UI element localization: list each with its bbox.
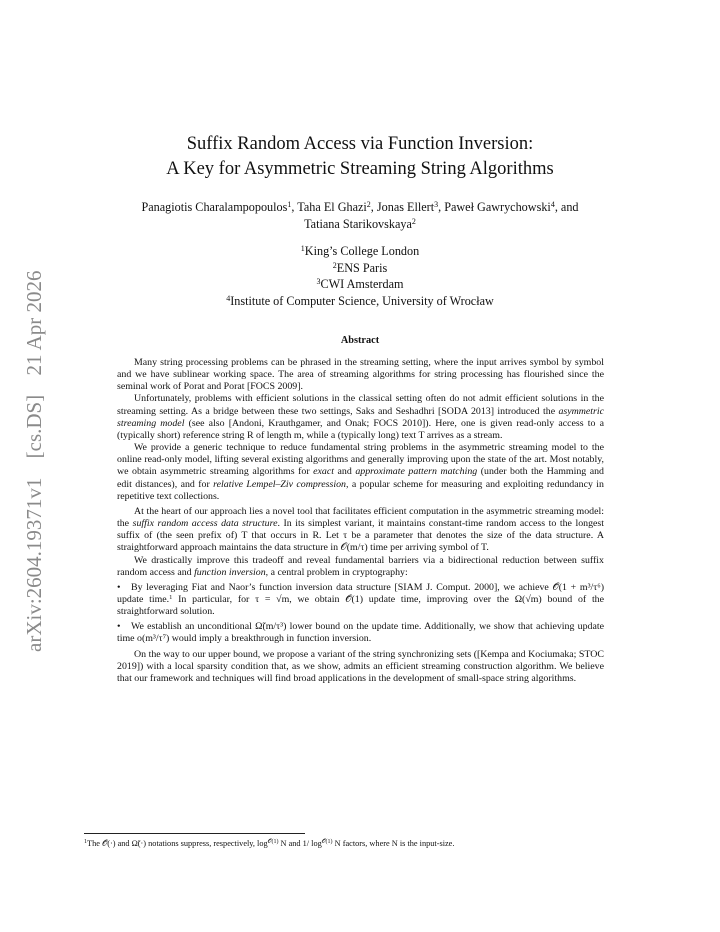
abstract-text: We drastically improve this tradeoff and reveal fundamental barriers via a bidirectional reduction between suffix random access and	[117, 554, 604, 578]
abstract-text: Many string processing problems can be phrased in the streaming setting, where the input arrives symbol by symbol and we have sublinear working space. The area of streaming algorithms for string processing has flourished since the seminal work of Porat and Porat [FOCS 2009].	[117, 357, 604, 393]
contribution-list	[117, 582, 604, 646]
author-affiliation-mark: 2	[411, 217, 416, 226]
abstract-paragraph	[117, 506, 604, 555]
contribution-item	[117, 582, 604, 618]
affiliation-list	[100, 243, 620, 309]
abstract-paragraph	[117, 649, 604, 685]
abstract-text: On the way to our upper bound, we propose a variant of the string synchronizing sets ([Kempa and Kociumaka; STOC 2019]) with a local sparsity condition that, as we show, admits an efficient streaming construction algorithm. We believe that our framework and techniques will find broad applications in the development of small-space string algorithms.	[117, 648, 604, 684]
author-affiliation-mark: 2	[366, 200, 371, 209]
footnote-text: N and 1/ log	[278, 839, 322, 848]
affiliation-number: 1	[300, 244, 305, 253]
author-name: Paweł Gawrychowski	[444, 200, 551, 214]
abstract-text: In particular, for τ = √m, we obtain 𝒪̃(1) update time, improving over the Ω(√m) bound of the straightforward solution.	[117, 593, 605, 618]
affiliation-number: 4	[226, 293, 231, 303]
author-list: Panagiotis Charalampopoulos$^1$, Taha El Ghazi$^2$, Jonas Ellert$^3$, Paweł Gawrychowski$^4$, and Tatiana Starikovskaya$^2$	[141, 200, 579, 231]
affiliation-number: 2	[332, 260, 337, 270]
author-name: Panagiotis Charalampopoulos	[141, 200, 288, 214]
abstract-paragraph	[117, 393, 604, 442]
paper-title-line-1: Suffix Random Access via Function Inversion:	[186, 134, 534, 154]
affiliation-name: CWI Amsterdam	[320, 277, 404, 291]
emphasis-text: exact	[313, 466, 334, 478]
abstract-text: Unfortunately, problems with efficient solutions in the classical setting often do not admit efficient solutions in the streaming setting. As a bridge between these two settings, Saks and Seshadhri [SODA 2013] introduced the	[117, 393, 604, 417]
affiliation-item	[100, 243, 620, 260]
emphasis-text: asymmetric streaming model	[117, 405, 604, 429]
author-name: Tatiana Starikovskaya	[304, 217, 412, 231]
footnote-rule	[84, 833, 305, 834]
footnote-number: 1	[84, 839, 87, 845]
author-affiliation-mark: 3	[434, 200, 439, 209]
abstract-text: , a central problem in cryptography:	[265, 566, 408, 578]
paper-title-line-2: A Key for Asymmetric Streaming String Algorithms	[166, 159, 554, 179]
affiliation-name: Institute of Computer Science, University of Wrocław	[230, 293, 494, 308]
emphasis-text: function inversion	[194, 566, 266, 578]
author-name: Jonas Ellert	[376, 200, 435, 214]
emphasis-text: suffix random access data structure	[132, 518, 278, 530]
abstract-body	[117, 357, 604, 685]
abstract-paragraph	[117, 555, 604, 579]
affiliation-item	[100, 276, 620, 293]
affiliation-name: King’s College London	[304, 244, 420, 258]
abstract-text: . In its simplest variant, it maintains constant-time random access to the longest suffix of (the seen prefix of) T that occurs in R. Let τ be a parameter that denotes the size of the data structure. A straightforward approach maintains the data structure in 𝒪(m/τ) time per arriving symbol of T.	[117, 518, 604, 554]
abstract-heading: Abstract	[340, 335, 380, 346]
affiliation-item	[100, 293, 620, 310]
abstract-text: We establish an unconditional Ω̃(m/τ³) lower bound on the update time. Additionally, we show that achieving update time o(m³/τ⁷) would imply a breakthrough in function inversion.	[117, 621, 604, 645]
arxiv-date: 21 Apr 2026	[22, 270, 46, 376]
abstract-text: (under both the Hamming and edit distances), and for	[117, 466, 604, 490]
abstract-text: By leveraging Fiat and Naor’s function inversion data structure [SIAM J. Comput. 2000], we achieve 𝒪̃(1 + m³/τ⁶) update time.	[117, 581, 604, 605]
footnote-text: The 𝒪̃(·) and Ω̃(·) notations suppress, respectively, log	[87, 839, 268, 848]
abstract-text: (see also [Andoni, Krauthgamer, and Onak; FOCS 2010]). Here, one is given read-only access to a (typically short) reference string R of length m, while a (typically long) text T arrives as a stream.	[117, 417, 604, 441]
abstract-paragraph	[117, 357, 604, 393]
abstract-text: We provide a generic technique to reduce fundamental string problems in the asymmetric streaming model to the online read-only model, lifting several existing algorithms and generally improving upon the state of the art. Most notably, we obtain asymmetric streaming algorithms for	[117, 442, 604, 478]
arxiv-id: arXiv:2604.19371v1	[22, 477, 46, 652]
author-affiliation-mark: 1	[287, 200, 292, 209]
emphasis-text: approximate pattern matching	[355, 466, 478, 478]
author-affiliation-mark: 4	[550, 200, 555, 209]
affiliation-name: ENS Paris	[336, 260, 388, 275]
footnote-exponent: 𝒪(1)	[267, 839, 279, 845]
abstract-text: At the heart of our approach lies a novel tool that facilitates efficient computation in the asymmetric streaming model: the	[117, 505, 604, 530]
footnote-text: N factors, where N is the input-size.	[332, 839, 455, 848]
abstract-paragraph	[117, 442, 604, 503]
affiliation-number: 3	[316, 277, 321, 286]
arxiv-stamp	[16, 252, 52, 652]
affiliation-item	[100, 260, 620, 277]
abstract-text: and	[333, 466, 356, 478]
footnote-ref: 1	[169, 593, 173, 601]
author-name: Taha El Ghazi	[297, 200, 367, 214]
footnote	[84, 838, 644, 849]
arxiv-category: [cs.DS]	[22, 394, 46, 459]
footnote-exponent: 𝒪(1)	[321, 839, 333, 845]
contribution-item	[117, 621, 604, 645]
abstract-text: , a popular scheme for measuring and exploiting redundancy in repetitive text collections.	[117, 478, 604, 502]
emphasis-text: relative Lempel–Ziv compression	[213, 478, 346, 490]
